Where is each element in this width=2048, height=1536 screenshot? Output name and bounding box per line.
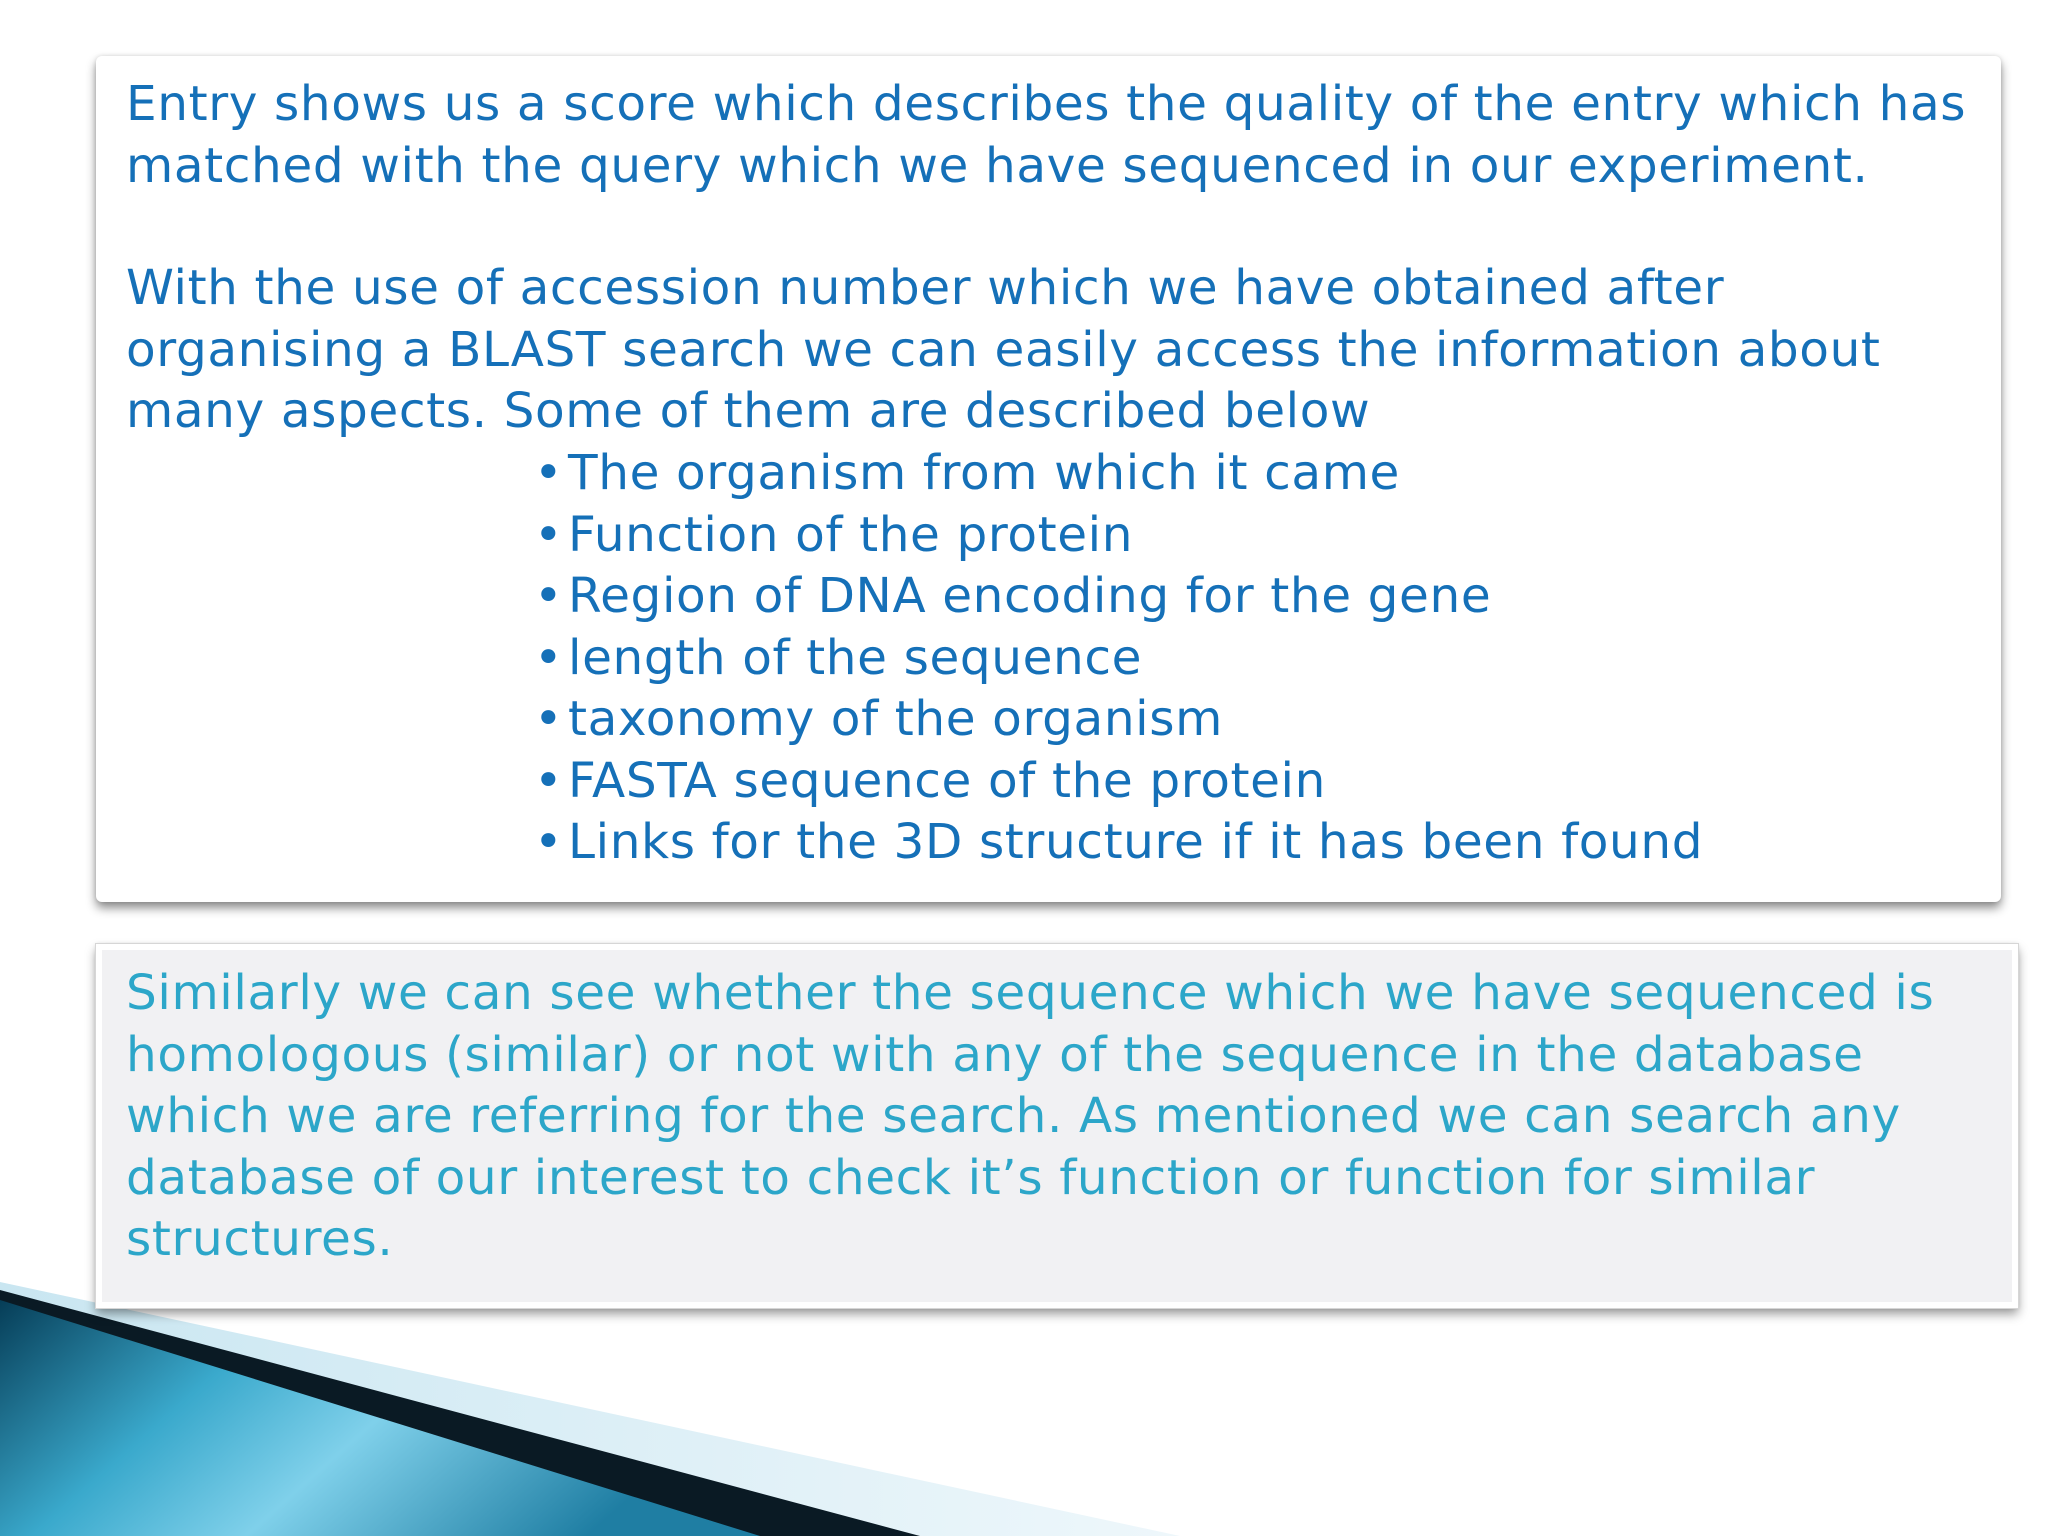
bullet-marker: • (534, 752, 564, 809)
text-line: organising a BLAST search we can easily access the information about (126, 321, 1881, 378)
text-line: Entry shows us a score which describes the quality of the entry which has (126, 76, 1967, 132)
text-line: homologous (similar) or not with any of the sequence in the database (126, 1026, 1864, 1083)
text-line: matched with the query which we have sequenced in our experiment. (126, 137, 1869, 194)
bullet-text: The organism from which it came (568, 445, 1400, 501)
intro-paragraph (126, 74, 1966, 197)
bullet-text: FASTA sequence of the protein (568, 752, 1326, 809)
bullet-text: Links for the 3D structure if it has been found (568, 814, 1704, 870)
bullet-item (534, 689, 1703, 751)
bullet-item (534, 751, 1703, 813)
bullet-item (534, 443, 1703, 505)
text-line: which we are referring for the search. As mentioned we can search any (126, 1088, 1901, 1144)
bullet-text: Function of the protein (568, 506, 1134, 563)
bullet-marker: • (534, 445, 564, 501)
text-line: With the use of accession number which we have obtained after (126, 260, 1725, 316)
bullet-marker: • (534, 629, 564, 686)
bullet-item (534, 812, 1703, 874)
homology-paragraph (126, 963, 1934, 1271)
text-line: database of our interest to check it’s function or function for similar (126, 1149, 1816, 1206)
bullet-text: taxonomy of the organism (568, 691, 1223, 747)
text-line: many aspects. Some of them are described below (126, 383, 1371, 439)
bullet-text: Region of DNA encoding for the gene (568, 568, 1492, 624)
bullet-marker: • (534, 814, 564, 870)
bullet-marker: • (534, 691, 564, 747)
bullet-item (534, 566, 1703, 628)
text-line: structures. (126, 1211, 394, 1267)
accession-paragraph (126, 258, 1881, 443)
text-line: Similarly we can see whether the sequence which we have sequenced is (126, 965, 1935, 1021)
bullet-item (534, 628, 1703, 690)
aspects-bullet-list (534, 443, 1703, 874)
bullet-text: length of the sequence (568, 629, 1143, 686)
bullet-item (534, 505, 1703, 567)
bullet-marker: • (534, 568, 564, 624)
bullet-marker: • (534, 506, 564, 563)
